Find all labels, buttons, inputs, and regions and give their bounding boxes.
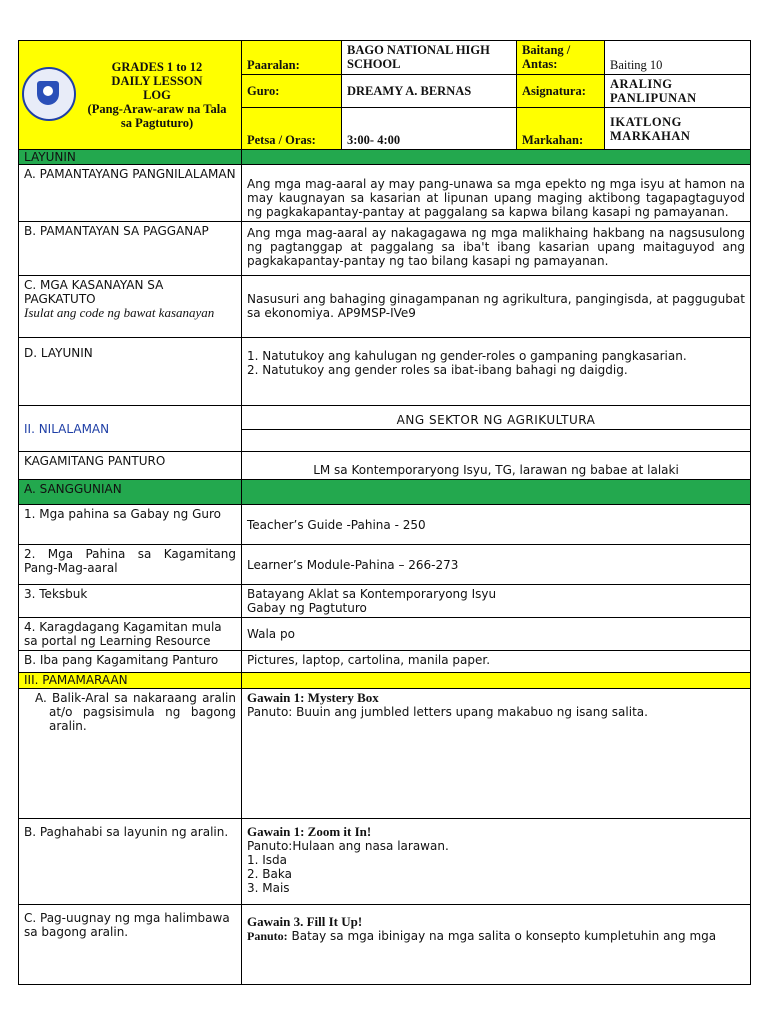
karagdagang-kagamitan-text: Wala po bbox=[242, 618, 751, 651]
iba-pang-kagamitan-label: B. Iba pang Kagamitang Panturo bbox=[19, 651, 242, 673]
kagamitan-label: KAGAMITANG PANTURO bbox=[19, 452, 242, 480]
pamantayan-pagganap-label: B. PAMANTAYAN SA PAGGANAP bbox=[19, 222, 242, 276]
kagamitang-mag-aaral-label: 2. Mga Pahina sa Kagamitang Pang-Mag-aaral bbox=[19, 545, 242, 585]
layunin-d-label: D. LAYUNIN bbox=[19, 338, 242, 406]
zoom-it-in-text: Panuto:Hulaan ang nasa larawan. bbox=[247, 839, 449, 853]
pamantayang-pangnilalaman-label: A. PAMANTAYANG PANGNILALAMAN bbox=[19, 165, 242, 222]
mystery-box-title: Gawain 1: Mystery Box bbox=[247, 690, 379, 705]
pag-uugnay-label: C. Pag-uugnay ng mga halimbawa sa bagong aralin. bbox=[19, 905, 242, 985]
kasanayan-sublabel: Isulat ang code ng bawat kasanayan bbox=[24, 305, 215, 320]
markahan-value: IKATLONG MARKAHAN bbox=[605, 108, 751, 150]
asignatura-label: Asignatura: bbox=[517, 75, 605, 108]
teksbuk-label: 3. Teksbuk bbox=[19, 585, 242, 618]
baitang-label: Baitang / Antas: bbox=[517, 41, 605, 75]
title-line-5: sa Pagtuturo) bbox=[120, 116, 194, 130]
zoom-item-2: 2. Baka bbox=[247, 867, 292, 881]
lesson-log-page bbox=[18, 40, 750, 985]
teksbuk-cell bbox=[242, 585, 751, 618]
pamamaraan-heading-fill bbox=[242, 673, 751, 689]
kagamitan-text: LM sa Kontemporaryong Isyu, TG, larawan ng babae at lalaki bbox=[242, 452, 751, 480]
nilalaman-label: II. NILALAMAN bbox=[19, 406, 242, 452]
pamantayan-pagganap-text: Ang mga mag-aaral ay nakagagawa ng mga malikhaing hakbang na nagsusulong ng pagtanggap at paggalang sa iba't ibang kasarian upang maitaguyod ang pagkakapantay-pantay ng tao bilang kasapi ng pamayanan. bbox=[242, 222, 751, 276]
zoom-item-1: 1. Isda bbox=[247, 853, 288, 867]
title-line-1: GRADES 1 to 12 bbox=[111, 60, 203, 74]
header-title-cell bbox=[19, 41, 242, 150]
title-line-3: LOG bbox=[143, 88, 171, 102]
nilalaman-empty-cell bbox=[242, 430, 751, 452]
petsa-label: Petsa / Oras: bbox=[242, 108, 342, 150]
lesson-log-table bbox=[18, 40, 751, 985]
kasanayan-text: Nasusuri ang bahaging ginagampanan ng agrikultura, pangingisda, at paggugubat sa ekonomiya. AP9MSP-IVe9 bbox=[242, 276, 751, 338]
balik-aral-cell bbox=[242, 689, 751, 819]
paghahabi-label: B. Paghahabi sa layunin ng aralin. bbox=[19, 819, 242, 905]
pag-uugnay-cell bbox=[242, 905, 751, 985]
deped-seal-logo bbox=[22, 67, 76, 121]
paghahabi-cell bbox=[242, 819, 751, 905]
mystery-box-text: Panuto: Buuin ang jumbled letters upang makabuo ng isang salita. bbox=[247, 705, 648, 719]
petsa-value: 3:00- 4:00 bbox=[342, 108, 517, 150]
gabay-guro-label: 1. Mga pahina sa Gabay ng Guro bbox=[19, 505, 242, 545]
gabay-guro-text: Teacher’s Guide -Pahina - 250 bbox=[242, 505, 751, 545]
title-line-2: DAILY LESSON bbox=[111, 74, 203, 88]
baitang-value: Baiting 10 bbox=[605, 41, 751, 75]
paaralan-value: BAGO NATIONAL HIGH SCHOOL bbox=[342, 41, 517, 75]
fill-it-up-title: Gawain 3. Fill It Up! bbox=[247, 914, 363, 929]
markahan-label: Markahan: bbox=[517, 108, 605, 150]
iba-pang-kagamitan-text: Pictures, laptop, cartolina, manila paper. bbox=[242, 651, 751, 673]
layunin-d-cell bbox=[242, 338, 751, 406]
title-line-4: (Pang-Araw-araw na Tala bbox=[87, 102, 227, 116]
pamantayang-pangnilalaman-text: Ang mga mag-aaral ay may pang-unawa sa mga epekto ng mga isyu at hamon na may kaugnayan sa kasarian at lipunan upang maging aktibong tagapagtaguyod ng pagkakapantay-pantay at paggalang sa kapwa bilang kasapi ng pamayanan. bbox=[242, 165, 751, 222]
guro-label: Guro: bbox=[242, 75, 342, 108]
asignatura-value: ARALING PANLIPUNAN bbox=[605, 75, 751, 108]
fill-it-up-text: Batay sa mga ibinigay na mga salita o konsepto kumpletuhin ang mga bbox=[287, 929, 717, 943]
layunin-item-1: 1. Natutukoy ang kahulugan ng gender-roles o gampaning pangkasarian. bbox=[247, 349, 687, 363]
fill-it-up-panuto: Panuto: bbox=[247, 929, 288, 943]
layunin-heading-fill bbox=[242, 150, 751, 165]
zoom-item-3: 3. Mais bbox=[247, 881, 290, 895]
kasanayan-label: C. MGA KASANAYAN SA PAGKATUTO bbox=[24, 278, 164, 306]
karagdagang-kagamitan-label: 4. Karagdagang Kagamitan mula sa portal ng Learning Resource bbox=[19, 618, 242, 651]
layunin-heading: LAYUNIN bbox=[19, 150, 242, 165]
pamamaraan-heading: III. PAMAMARAAN bbox=[19, 673, 242, 689]
guro-value: DREAMY A. BERNAS bbox=[342, 75, 517, 108]
kagamitang-mag-aaral-text: Learner’s Module-Pahina – 266-273 bbox=[242, 545, 751, 585]
sanggunian-heading-fill bbox=[242, 480, 751, 505]
teksbuk-line-1: Batayang Aklat sa Kontemporaryong Isyu bbox=[247, 587, 497, 601]
nilalaman-text: ANG SEKTOR NG AGRIKULTURA bbox=[242, 406, 751, 430]
sanggunian-heading: A. SANGGUNIAN bbox=[19, 480, 242, 505]
zoom-it-in-title: Gawain 1: Zoom it In! bbox=[247, 824, 372, 839]
teksbuk-line-2: Gabay ng Pagtuturo bbox=[247, 601, 367, 615]
balik-aral-label: A. Balik-Aral sa nakaraang aralin at/o pagsisimula ng bagong aralin. bbox=[19, 689, 242, 819]
kasanayan-label-cell bbox=[19, 276, 242, 338]
paaralan-label: Paaralan: bbox=[242, 41, 342, 75]
layunin-item-2: 2. Natutukoy ang gender roles sa ibat-ibang bahagi ng daigdig. bbox=[247, 363, 628, 377]
